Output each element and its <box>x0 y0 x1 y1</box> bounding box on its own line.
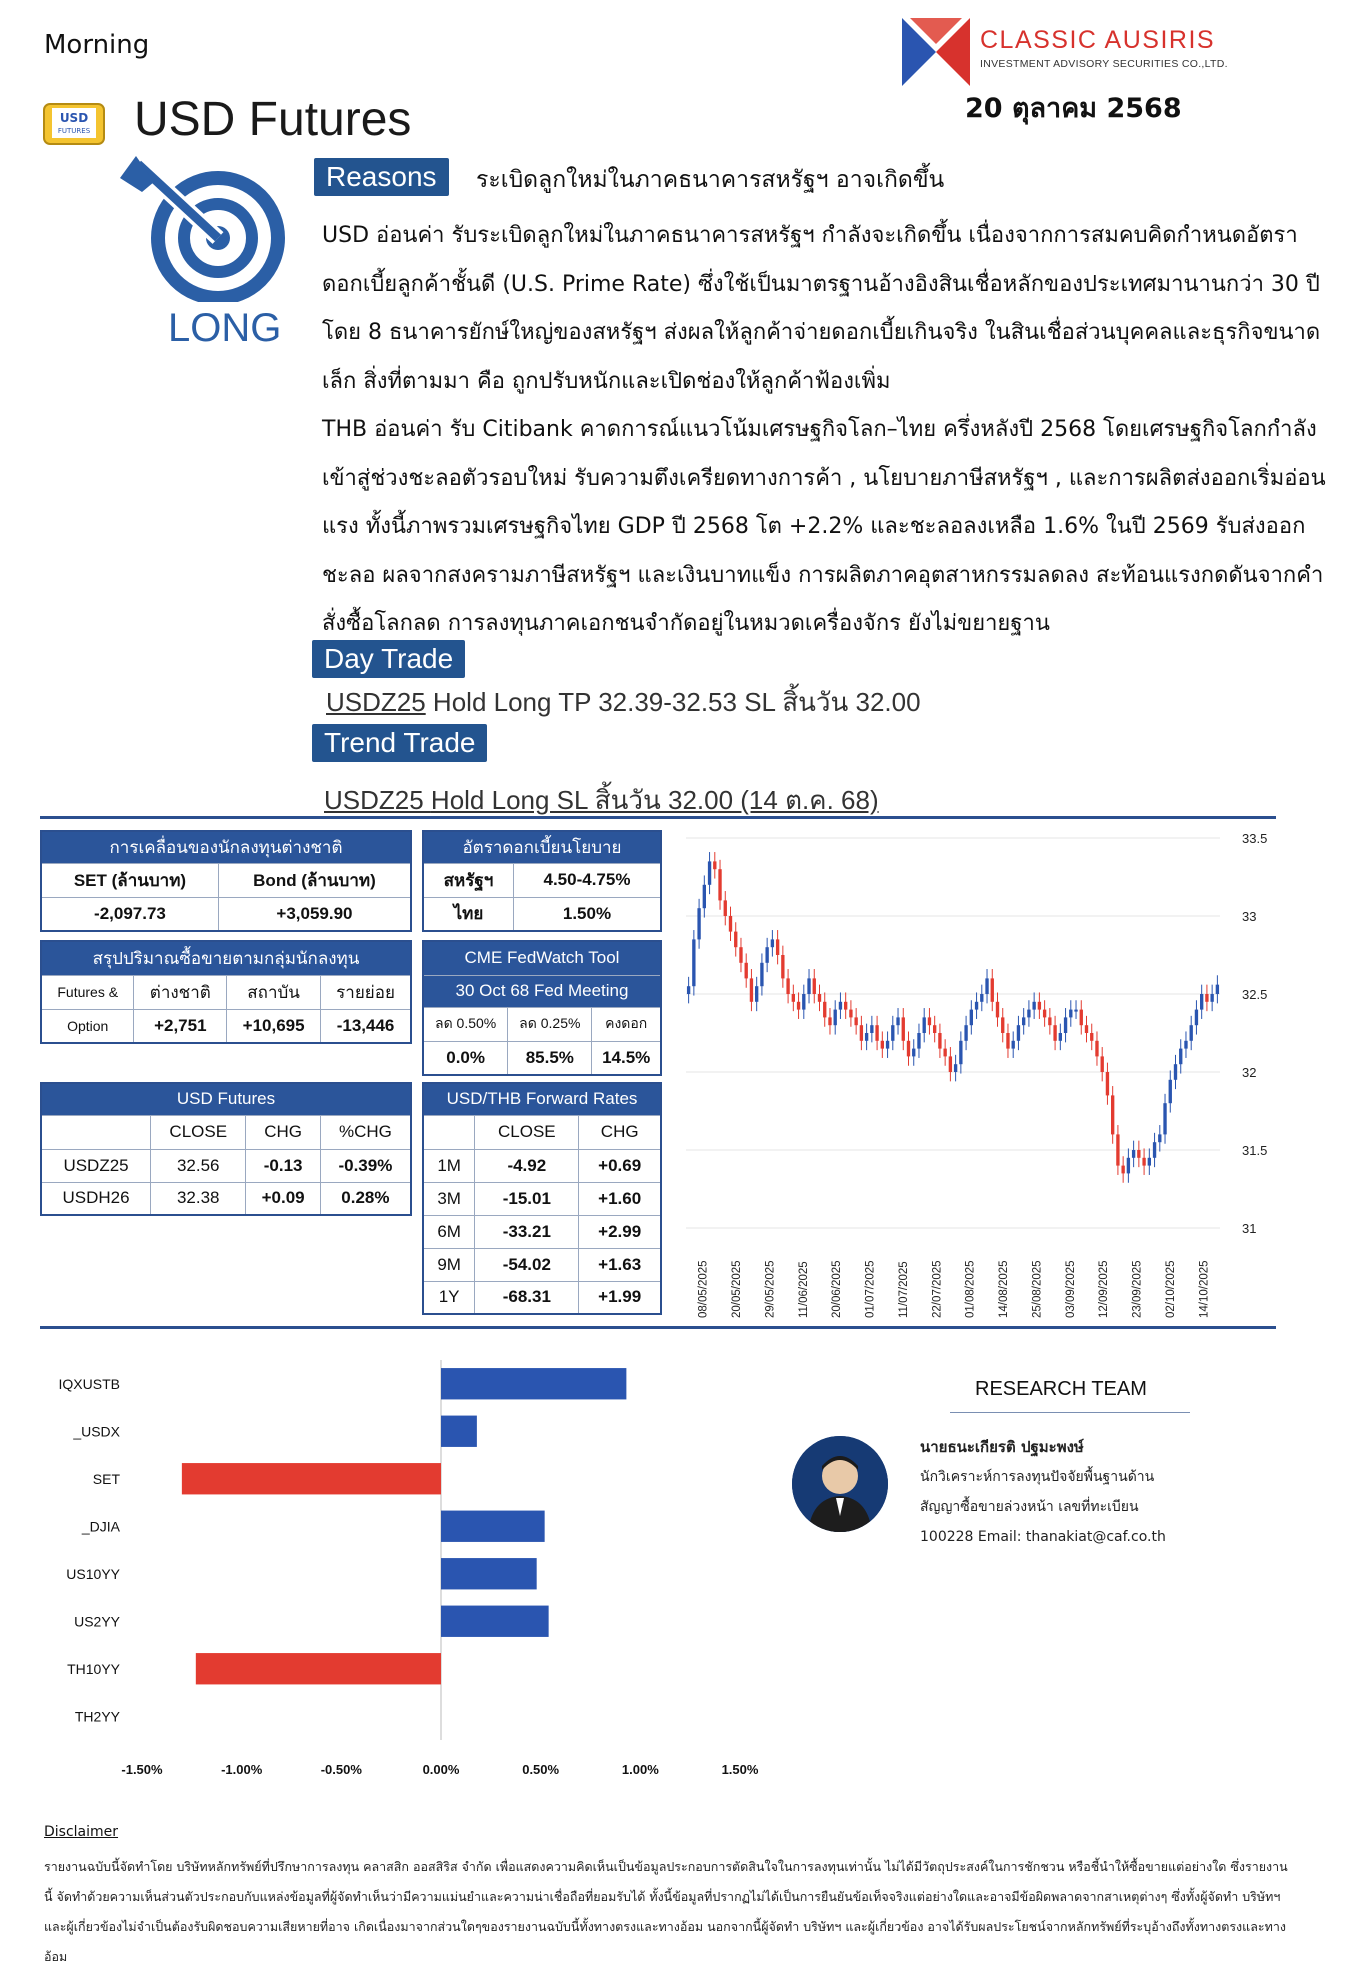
futures-volume-table <box>40 940 412 1044</box>
candle-body <box>954 1064 957 1072</box>
candle-body <box>708 861 711 884</box>
close-cell: 32.38 <box>151 1182 246 1215</box>
forward-rates-table <box>422 1082 662 1315</box>
fedwatch-value: 0.0% <box>423 1041 508 1075</box>
candle-body <box>854 1017 857 1025</box>
fedwatch-header: ลด 0.50% <box>423 1007 508 1041</box>
symbol-cell: USDZ25 <box>41 1149 151 1182</box>
candle-body <box>828 1017 831 1025</box>
trend-trade-line <box>324 780 879 821</box>
x-tick-label: -0.50% <box>320 1762 362 1777</box>
candle-body <box>1142 1158 1145 1166</box>
candle-body <box>881 1041 884 1049</box>
usd-futures-header: CHG <box>246 1115 320 1149</box>
analyst-role: นักวิเคราะห์การลงทุนปัจจัยพื้นฐานด้าน <box>920 1469 1155 1485</box>
y-tick-label: 31.5 <box>1242 1143 1268 1158</box>
candle-body <box>687 986 690 994</box>
table-row <box>423 1248 661 1281</box>
x-tick-label: -1.00% <box>221 1762 263 1777</box>
bar-category-label: _DJIA <box>81 1518 120 1535</box>
candle-body <box>865 1033 868 1041</box>
candle-body <box>839 1002 842 1010</box>
candle-body <box>1158 1134 1161 1142</box>
bar <box>441 1368 626 1399</box>
x-tick-label: 11/07/2025 <box>897 1261 910 1318</box>
table-row <box>423 1149 661 1182</box>
candle-body <box>959 1041 962 1064</box>
x-tick-label: 0.00% <box>422 1762 460 1777</box>
candle-body <box>750 978 753 1001</box>
candle-body <box>745 963 748 979</box>
candle-body <box>1216 985 1219 994</box>
set-header: SET (ล้านบาท) <box>41 863 218 897</box>
table-row <box>41 1182 411 1215</box>
usd-futures-header: CLOSE <box>151 1115 246 1149</box>
candle-body <box>928 1017 931 1025</box>
disclaimer-text: รายงานฉบับนี้จัดทำโดย บริษัทหลักทรัพย์ที่ปรึกษาการลงทุน คลาสสิก ออสสิริส จำกัด เพื่อแสดงความคิดเห็นเป็นข้อมูลประกอบการตัดสินใจในการลงทุนเท่านั้น ไม่ได้มีวัตถุประสงค์ในการชักชวน หรือชี้นำให้ซื้อขายแต่อย่างใด ซึ่งรายงานนี้ จัดทำด้วยความเห็นส่วนตัวประกอบกับแหล่งข้อมูลที่ผู้จัดทำเห็นว่ามีความแม่นยำและความน่าเชื่อถือที่ยอมรับได้ ทั้งนี้ข้อมูลที่ปรากฏไม่ได้เป็นการยืนยันข้อเท็จจริงแต่อย่างใดและอาจมีข้อผิดพลาดจากสาเหตุต่างๆ ซึ่งทั้งผู้จัดทำ บริษัทฯ และผู้เกี่ยวข้องไม่จำเป็นต้องรับผิดชอบความเสียหายที่อาจ เกิดเนื่องมาจากส่วนใดๆของรายงานฉบับนี้ทั้งทางตรงและทางอ้อม นอกจากนี้ผู้จัดทำ บริษัทฯ และผู้เกี่ยวข้อง อาจได้รับผลประโยชน์จากหลักทรัพย์ที่ระบุอ้างถึงทั้งทางตรงและทางอ้อม <box>44 1859 1288 1964</box>
candle-body <box>1200 994 1203 1010</box>
bar-category-label: IQXUSTB <box>58 1375 120 1392</box>
candle-body <box>802 994 805 1010</box>
bar-category-label: TH10YY <box>67 1660 120 1677</box>
candle-body <box>1163 1103 1166 1134</box>
page-title: USD Futures <box>134 93 412 146</box>
candle-body <box>1179 1049 1182 1065</box>
candle-body <box>1017 1025 1020 1041</box>
fedwatch-header: คงดอก <box>592 1007 661 1041</box>
x-tick-label: 29/05/2025 <box>764 1260 777 1318</box>
candle-body <box>1169 1080 1172 1103</box>
fedwatch-table <box>422 940 662 1076</box>
svg-text:USD: USD <box>59 111 89 125</box>
candle-body <box>1121 1166 1124 1174</box>
x-tick-label: 0.50% <box>522 1762 560 1777</box>
x-tick-label: 20/05/2025 <box>731 1260 744 1318</box>
candle-body <box>1174 1064 1177 1080</box>
candle-body <box>771 939 774 947</box>
day-trade-line <box>326 682 921 723</box>
x-tick-label: -1.50% <box>121 1762 163 1777</box>
candle-body <box>980 994 983 1002</box>
candle-body <box>760 963 763 986</box>
research-divider <box>950 1412 1190 1413</box>
bar-category-label: US2YY <box>74 1613 120 1630</box>
candle-body <box>1095 1041 1098 1057</box>
day-trade-text: Hold Long TP 32.39-32.53 SL สิ้นวัน 32.00 <box>425 687 921 717</box>
chg-cell: +1.63 <box>579 1248 661 1281</box>
brand-subtitle: INVESTMENT ADVISORY SECURITIES CO.,LTD. <box>980 58 1228 70</box>
rate-value: 1.50% <box>513 897 661 931</box>
x-tick-label: 02/10/2025 <box>1164 1260 1177 1318</box>
candle-body <box>1085 1025 1088 1033</box>
candle-body <box>1064 1017 1067 1033</box>
table-row <box>423 1281 661 1314</box>
fedwatch-value: 85.5% <box>508 1041 592 1075</box>
candle-body <box>1090 1033 1093 1041</box>
x-tick-label: 14/08/2025 <box>998 1260 1011 1318</box>
x-tick-label: 23/09/2025 <box>1131 1260 1144 1318</box>
candle-body <box>797 1002 800 1010</box>
reasons-body <box>322 212 1332 649</box>
pct-cell: 0.28% <box>320 1182 411 1215</box>
candle-body <box>1148 1158 1151 1166</box>
candle-body <box>949 1056 952 1072</box>
rate-label: ไทย <box>423 897 513 931</box>
x-tick-label: 01/07/2025 <box>864 1260 877 1318</box>
candle-body <box>964 1025 967 1041</box>
candle-body <box>1153 1142 1156 1158</box>
report-date: 20 ตุลาคม 2568 <box>965 93 1182 124</box>
chg-cell: +0.09 <box>246 1182 320 1215</box>
candle-body <box>917 1033 920 1049</box>
section-divider <box>40 1326 1276 1329</box>
candle-body <box>991 978 994 1001</box>
candle-body <box>860 1025 863 1041</box>
candle-body <box>807 978 810 994</box>
x-tick-label: 22/07/2025 <box>931 1260 944 1318</box>
tenor-cell: 1M <box>423 1149 475 1182</box>
y-tick-label: 32 <box>1242 1065 1257 1080</box>
disclaimer-title: Disclaimer <box>44 1824 119 1840</box>
candle-body <box>823 1002 826 1018</box>
candle-body <box>1032 1002 1035 1010</box>
candle-body <box>1205 994 1208 1002</box>
candle-body <box>933 1025 936 1033</box>
candle-body <box>875 1025 878 1041</box>
usdthb-candlestick-chart <box>680 830 1300 1320</box>
market-change-bar-chart <box>40 1348 760 1808</box>
candle-body <box>975 1002 978 1010</box>
section-divider <box>40 816 1276 819</box>
y-tick-label: 33.5 <box>1242 831 1268 846</box>
candle-body <box>891 1025 894 1041</box>
candle-body <box>1012 1041 1015 1049</box>
candle-body <box>1101 1056 1104 1072</box>
usd-paragraph: USD อ่อนค่า รับระเบิดลูกใหม่ในภาคธนาคารสหรัฐฯ กำลังจะเกิดขึ้น เนื่องจากการสมคบคิดกำหนดอัตราดอกเบี้ยลูกค้าชั้นดี (U.S. Prime Rate) ซึ่งใช้เป็นมาตรฐานอ้างอิงสินเชื่อหลักของประเทศมานานกว่า 30 ปี โดย 8 ธนาคารยักษ์ใหญ่ของสหรัฐฯ ส่งผลให้ลูกค้าจ่ายดอกเบี้ยเกินจริง ในสินเชื่อส่วนบุคคลและธุรกิจขนาดเล็ก สิ่งที่ตามมา คือ ถูกปรับหนักและเปิดช่องให้ลูกค้าฟ้องเพิ่ม <box>322 223 1321 394</box>
y-tick-label: 33 <box>1242 909 1257 924</box>
x-tick-label: 03/09/2025 <box>1064 1260 1077 1318</box>
thb-paragraph: THB อ่อนค่า รับ Citibank คาดการณ์แนวโน้มเศรษฐกิจโลก–ไทย ครึ่งหลังปี 2568 โดยเศรษฐกิจโลกกำลังเข้าสู่ช่วงชะลอตัวรอบใหม่ รับความตึงเครียดทางการค้า , นโยบายภาษีสหรัฐฯ , และการผลิตส่งออกเริ่มอ่อนแรง ทั้งนี้ภาพรวมเศรษฐกิจไทย GDP ปี 2568 โต +2.2% และชะลอลงเหลือ 1.6% ในปี 2569 รับส่งออกชะลอ ผลจากสงครามภาษีสหรัฐฯ และเงินบาทแข็ง การผลิตภาคอุตสาหกรรมลดลง สะท้อนแรงกดดันจากคำสั่งซื้อโลกลด การลงทุนภาคเอกชนจำกัดอยู่ในหมวดเครื่องจักร ยังไม่ขยายฐาน <box>322 417 1326 636</box>
chg-cell: +2.99 <box>579 1215 661 1248</box>
target-icon <box>118 152 288 302</box>
tenor-cell: 6M <box>423 1215 475 1248</box>
x-tick-label: 1.00% <box>621 1762 659 1777</box>
forward-header <box>423 1115 475 1149</box>
candle-body <box>765 947 768 963</box>
close-cell: 32.56 <box>151 1149 246 1182</box>
candle-body <box>1022 1017 1025 1025</box>
foreign-flow-title: การเคลื่อนของนักลงทุนต่างชาติ <box>41 831 411 863</box>
forward-header: CHG <box>579 1115 661 1149</box>
candle-body <box>781 955 784 978</box>
volume-header: ต่างชาติ <box>134 975 227 1009</box>
volume-value: +10,695 <box>227 1009 321 1043</box>
y-tick-label: 31 <box>1242 1221 1257 1236</box>
candle-body <box>902 1017 905 1040</box>
candle-body <box>896 1017 899 1025</box>
candle-body <box>1190 1025 1193 1041</box>
candle-body <box>907 1041 910 1057</box>
candle-body <box>1132 1150 1135 1158</box>
bar-category-label: SET <box>92 1470 120 1487</box>
position-label: LONG <box>168 306 282 350</box>
svg-text:FUTURES: FUTURES <box>57 127 91 135</box>
candle-body <box>1001 1017 1004 1033</box>
candle-body <box>818 994 821 1002</box>
day-trade-symbol: USDZ25 <box>326 687 426 717</box>
candle-body <box>985 978 988 994</box>
x-tick-label: 20/06/2025 <box>831 1260 844 1318</box>
candle-body <box>1006 1033 1009 1049</box>
candle-body <box>739 947 742 963</box>
bar-category-label: US10YY <box>66 1565 120 1582</box>
close-cell: -68.31 <box>475 1281 579 1314</box>
volume-header: สถาบัน <box>227 975 321 1009</box>
candle-body <box>703 885 706 908</box>
avatar <box>792 1436 888 1532</box>
candle-body <box>1043 1010 1046 1018</box>
candle-body <box>834 1010 837 1026</box>
candle-body <box>729 916 732 932</box>
x-tick-label: 01/08/2025 <box>964 1260 977 1318</box>
candle-body <box>1184 1041 1187 1049</box>
volume-header: รายย่อย <box>321 975 411 1009</box>
candle-body <box>734 932 737 948</box>
candle-body <box>1210 994 1213 1002</box>
analyst-contact: 100228 Email: thanakiat@caf.co.th <box>920 1529 1166 1545</box>
set-value: -2,097.73 <box>41 897 218 931</box>
table-row <box>423 1182 661 1215</box>
tenor-cell: 3M <box>423 1182 475 1215</box>
brand-name: CLASSIC AUSIRIS <box>980 26 1216 54</box>
bond-value: +3,059.90 <box>218 897 411 931</box>
candle-body <box>718 869 721 900</box>
close-cell: -15.01 <box>475 1182 579 1215</box>
volume-value: -13,446 <box>321 1009 411 1043</box>
candle-body <box>938 1033 941 1049</box>
policy-rate-table <box>422 830 662 932</box>
candle-body <box>970 1010 973 1026</box>
trend-trade-tag: Trend Trade <box>312 724 487 762</box>
fedwatch-subtitle: 30 Oct 68 Fed Meeting <box>423 975 661 1007</box>
y-tick-label: 32.5 <box>1242 987 1268 1002</box>
analyst-info <box>920 1432 1200 1552</box>
candle-body <box>1027 1010 1030 1018</box>
candle-body <box>912 1049 915 1057</box>
close-cell: -54.02 <box>475 1248 579 1281</box>
fedwatch-title: CME FedWatch Tool <box>423 941 661 975</box>
policy-rate-title: อัตราดอกเบี้ยนโยบาย <box>423 831 661 863</box>
research-team-title: RESEARCH TEAM <box>975 1378 1147 1400</box>
fedwatch-header: ลด 0.25% <box>508 1007 592 1041</box>
x-tick-label: 08/05/2025 <box>697 1260 710 1318</box>
rate-value: 4.50-4.75% <box>513 863 661 897</box>
bar <box>441 1558 537 1589</box>
table-row <box>423 1215 661 1248</box>
analyst-role: สัญญาซื้อขายล่วงหน้า เลขที่ทะเบียน <box>920 1499 1139 1515</box>
candle-body <box>1048 1017 1051 1025</box>
forward-rates-title: USD/THB Forward Rates <box>423 1083 661 1115</box>
candle-body <box>1116 1134 1119 1165</box>
chg-cell: +0.69 <box>579 1149 661 1182</box>
candle-body <box>1053 1025 1056 1041</box>
close-cell: -33.21 <box>475 1215 579 1248</box>
bar-category-label: TH2YY <box>74 1708 120 1725</box>
candle-body <box>755 986 758 1002</box>
candle-body <box>692 939 695 986</box>
candle-body <box>813 978 816 994</box>
candle-body <box>1106 1072 1109 1095</box>
forward-header: CLOSE <box>475 1115 579 1149</box>
candle-body <box>776 939 779 955</box>
candle-body <box>996 1002 999 1018</box>
candle-body <box>1111 1095 1114 1134</box>
candle-body <box>724 900 727 916</box>
candle-body <box>786 978 789 994</box>
bar <box>441 1416 477 1447</box>
candle-body <box>886 1041 889 1049</box>
row-label-1: Futures & <box>41 975 134 1009</box>
candle-body <box>1080 1010 1083 1026</box>
bar <box>441 1606 549 1637</box>
candle-body <box>923 1017 926 1033</box>
candle-body <box>1137 1150 1140 1158</box>
candle-body <box>697 908 700 939</box>
chg-cell: +1.99 <box>579 1281 661 1314</box>
fedwatch-value: 14.5% <box>592 1041 661 1075</box>
tenor-cell: 1Y <box>423 1281 475 1314</box>
session-label: Morning <box>44 30 150 60</box>
x-tick-label: 25/08/2025 <box>1031 1260 1044 1318</box>
day-trade-tag: Day Trade <box>312 640 465 678</box>
candle-body <box>943 1049 946 1057</box>
close-cell: -4.92 <box>475 1149 579 1182</box>
bar <box>182 1463 441 1494</box>
chg-cell: -0.13 <box>246 1149 320 1182</box>
brand-logo-icon <box>902 18 970 86</box>
chg-cell: +1.60 <box>579 1182 661 1215</box>
symbol-cell: USDH26 <box>41 1182 151 1215</box>
candle-body <box>1069 1010 1072 1018</box>
candle-body <box>792 994 795 1002</box>
bar <box>441 1511 545 1542</box>
volume-value: +2,751 <box>134 1009 227 1043</box>
rate-label: สหรัฐฯ <box>423 863 513 897</box>
bar-category-label: _USDX <box>73 1423 120 1440</box>
candle-body <box>870 1025 873 1033</box>
usd-futures-title: USD Futures <box>41 1083 411 1115</box>
table-row <box>41 1149 411 1182</box>
analyst-name: นายธนะเกียรติ ปฐมะพงษ์ <box>920 1438 1084 1456</box>
bar <box>196 1653 441 1684</box>
candle-body <box>1074 1010 1077 1012</box>
x-tick-label: 11/06/2025 <box>797 1261 810 1318</box>
usd-futures-header: %CHG <box>320 1115 411 1149</box>
candle-body <box>1195 1010 1198 1026</box>
foreign-flow-table <box>40 830 412 932</box>
reasons-headline: ระเบิดลูกใหม่ในภาคธนาคารสหรัฐฯ อาจเกิดขึ้น <box>476 167 945 193</box>
row-label-2: Option <box>41 1009 134 1043</box>
candle-body <box>844 1002 847 1010</box>
candle-body <box>713 861 716 869</box>
usd-futures-icon <box>40 100 108 148</box>
tenor-cell: 9M <box>423 1248 475 1281</box>
usd-futures-header <box>41 1115 151 1149</box>
candle-body <box>1127 1158 1130 1174</box>
trend-trade-text: Hold Long SL สิ้นวัน 32.00 (14 ต.ค. 68) <box>430 785 879 815</box>
x-tick-label: 14/10/2025 <box>1198 1260 1211 1318</box>
candle-body <box>1059 1033 1062 1041</box>
bond-header: Bond (ล้านบาท) <box>218 863 411 897</box>
pct-cell: -0.39% <box>320 1149 411 1182</box>
trend-trade-symbol: USDZ25 <box>324 785 431 815</box>
candle-body <box>849 1010 852 1018</box>
futures-volume-title: สรุปปริมาณซื้อขายตามกลุ่มนักลงทุน <box>41 941 411 975</box>
candle-body <box>1038 1002 1041 1010</box>
usd-futures-table <box>40 1082 412 1216</box>
reasons-tag: Reasons <box>314 158 449 196</box>
x-tick-label: 1.50% <box>721 1762 759 1777</box>
x-tick-label: 12/09/2025 <box>1098 1260 1111 1318</box>
